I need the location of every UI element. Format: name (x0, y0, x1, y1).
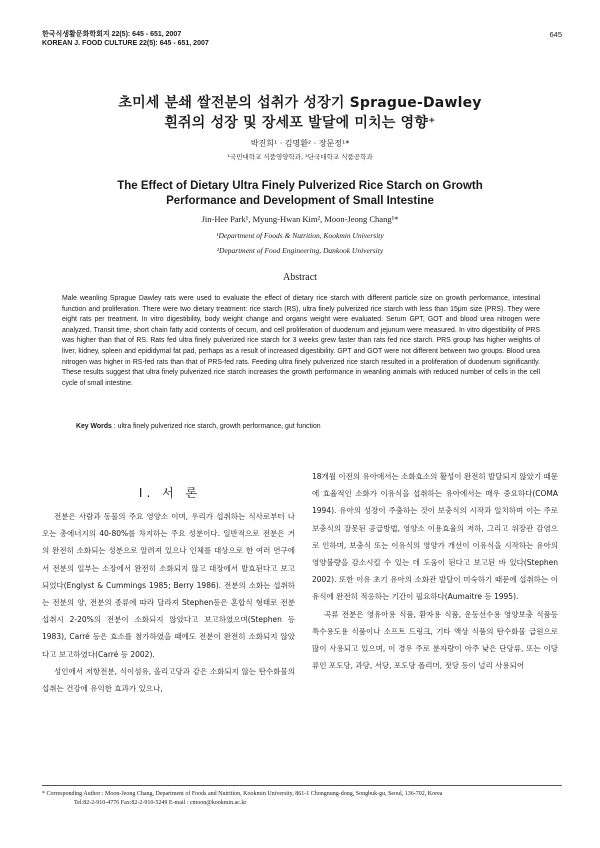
english-title (60, 179, 540, 209)
keywords-text: : ultra finely pulverized rice starch, growth performance, gut function (113, 423, 321, 430)
footnote-line-2: Tel:82-2-910-4776 Fax:82-2-910-5249 E-mail : cmoon@kookmin.ac.kr (74, 800, 247, 806)
journal-header (42, 30, 562, 48)
korean-affiliation: ¹국민대학교 식품영양학과, ²단국대학교 식품공학과 (227, 153, 373, 161)
page-number: 645 (549, 30, 562, 39)
english-authors: Jin-Hee Park¹, Myung-Hwan Kim², Moon-Jeong Chang¹* (201, 214, 399, 224)
corresponding-author-footnote (42, 790, 562, 808)
footnote-line-1: * Corresponding Author : Moon-Jeong Chang, Department of Foods and Nutrition, Kookmin University, 861-1 Chongnung-dong, Songbuk-gu, Seoul, 136-702, Korea (42, 791, 443, 797)
section-heading-introduction: Ⅰ. 서 론 (138, 486, 202, 500)
footnote-divider (42, 785, 562, 786)
journal-name-korean: 한국식생활문화학회지 22(5): 645 - 651, 2007 (42, 31, 182, 38)
korean-title-line-1: 초미세 분쇄 쌀전분의 섭취가 성장기 Sprague-Dawley (118, 95, 482, 111)
korean-title (60, 93, 540, 133)
english-title-line-2: Performance and Development of Small Intestine (166, 195, 434, 207)
body-paragraph: 전분은 사람과 동물의 주요 영양소 이며, 우리가 섭취하는 식사로부터 나오는 총에너지의 40-80%를 차지하는 주요 성분이다. 일반적으로 전분은 거의 완전히 소화되는 성분으로 알려져 있으나 인체를 대상으로 한 여러 연구에서 전분의 일부는 소장에서 완전히 소화되지 않고 대장에서 발효된다고 보고되었다(Englyst & Cummings 1985; Berry 1986). 전분의 소화는 섭취하는 전분의 양, 전분의 종류에 따라 달라져 Stephen등은 혼합식 형태로 전분 섭취시 2-20%의 전분이 소화되지 않았다고 보고하였으며(Stephen 등 1983), Carré 등은 효소를 첨가하였을 때에도 전분이 완전히 소화되지 않았다고 보고하였다(Carré 등 2002). (42, 512, 295, 659)
korean-authors: 박진희¹ · 김명환² · 장문정¹* (250, 139, 350, 148)
left-column (42, 508, 295, 697)
body-paragraph: 18개월 이전의 유아에서는 소화효소의 활성이 완전히 발달되지 않았기 때문에 효율적인 소화가 이유식을 섭취하는 유아에서는 매우 중요하다(COMA 1994). 유아의 성장이 주춤하는 것이 보충식의 시작과 일치하며 이는 주로 보충식의 잘못된 공급방법, 영양소 이용효율의 저하, 그리고 위장관 감염으로 인하며, 보충식 또는 이유식의 영양가 개선이 이유식을 시작하는 유아의 영양불량을 감소시킬 수 있는 데 도움이 된다고 보고된 바 있다(Stephen 2002). 또한 이유 초기 유아의 소화관 발달이 미숙하기 때문에 섭취하는 이유식에 완전히 적응하는 기간이 필요하다(Aumaitre 등 1995). (312, 472, 558, 602)
right-column (312, 468, 558, 674)
journal-name-english: KOREAN J. FOOD CULTURE 22(5): 645 - 651, 2007 (42, 40, 209, 47)
english-affiliation-1: ¹Department of Foods & Nutrition, Kookmin University (216, 231, 384, 240)
keywords (76, 423, 540, 430)
abstract-heading: Abstract (283, 272, 317, 283)
body-paragraph: 곡류 전분은 영유아용 식품, 환자용 식품, 운동선수용 영양보충 식품등 특수용도용 식품이나 소프트 드링크, 기타 액상 식품의 탄수화물 급원으로 많이 사용되고 있으며, 이 경우 주로 분자량이 아주 낮은 단당류, 또는 이당류인 포도당, 과당, 서당, 포도당 폴리머, 젓당 등이 널리 사용되어 (312, 609, 558, 671)
korean-title-line-2: 흰쥐의 성장 및 장세포 발달에 미치는 영향⁺ (164, 115, 436, 131)
body-paragraph: 성인에서 저항전분, 식이섬유, 올리고당과 같은 소화되지 않는 탄수화물의 섭취는 건강에 유익한 효과가 있으나, (42, 666, 295, 694)
abstract-text: Male weanling Sprague Dawley rats were used to evaluate the effect of dietary rice starch with different particle size on growth performance, intestinal function and proliferation. There were two dietary treatment: rice starch (RS), ultra finely pulverized rice starch with less than 15μm size (PRS). They were eight rats per treatment. In vitro digestibility, body weight change and organs weight were evaluated. Serum GPT, GOT and blood urea nitrogen were analyzed. Transit time, short chain fatty acid contents of cecum, and cell proliferation of duodenum and jejunum were measured. In vitro digestibility of PRS was higher than that of RS. Rats fed ultra finely pulverized rice starch for 3 weeks grew faster than rats fed rice starch. PRS group has higher weights of liver, kidney, spleen and epididymal fat pad, perhaps as a result of increased digestibility. GPT and GOT were not different between two groups. Blood urea nitrogen was higher in RS-fed rats than that of PRS-fed rats. Feeding ultra finely pulverized rice starch resulted in a proliferation of duodenum significantly. These results suggest that ultra finely pulverized rice starch increases the growth performance in weanling animals with reduced number of cells in the cell cycle of small intestine. (62, 295, 540, 387)
keywords-label: Key Words (76, 423, 112, 430)
english-title-line-1: The Effect of Dietary Ultra Finely Pulverized Rice Starch on Growth (117, 180, 483, 192)
english-affiliation-2: ²Department of Food Engineering, Dankook University (216, 246, 384, 255)
